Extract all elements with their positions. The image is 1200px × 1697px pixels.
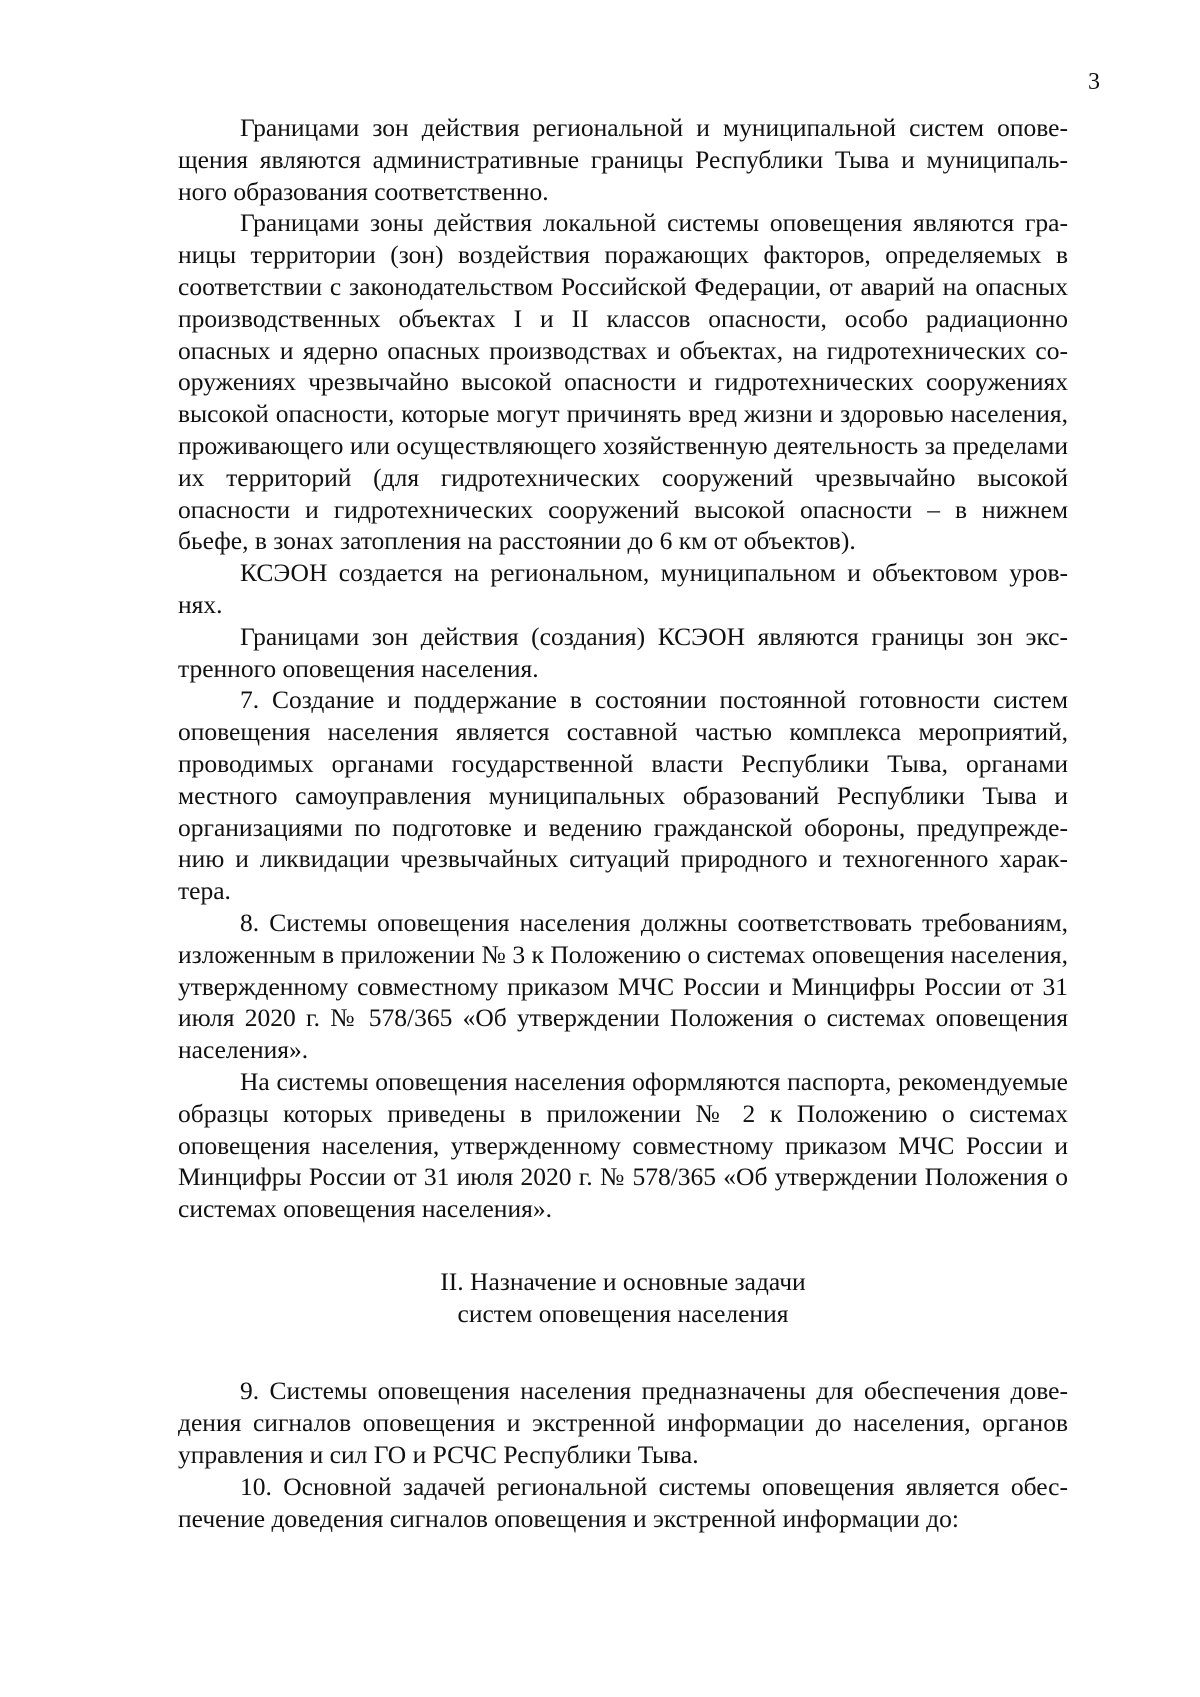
- paragraph-item-7: 7. Создание и поддержание в состоянии постоянной готовности систем оповещения населения является составной частью комплекса мероприятий, проводимых органами государственной власти Республики Тыва, органами местного самоуправления муниципальных образований Республики Тыва и организациями по подготовке и ведению гражданской обороны, предупреждению и ликвидации чрезвычайных ситуаций природного и техногенного характера.: [178, 685, 1068, 906]
- section-heading: [178, 1266, 1068, 1330]
- page-number: 3: [1088, 69, 1100, 95]
- section-heading-line-2: систем оповещения населения: [457, 1298, 789, 1328]
- paragraph-item-10: 10. Основной задачей региональной системы оповещения является обеспечение доведения сигналов оповещения и экстренной информации до:: [178, 1471, 1068, 1533]
- paragraph-zone-boundaries-regional: Границами зон действия региональной и муниципальной систем оповещения являются административные границы Республики Тыва и муниципального образования соответственно.: [178, 113, 1068, 206]
- section-heading-line-1: II. Назначение и основные задачи: [440, 1266, 806, 1296]
- paragraph-item-8: 8. Системы оповещения населения должны соответствовать требованиям, изложенным в приложении № 3 к Положению о системах оповещения населения, утвержденному совместному приказом МЧС России и Минцифры России от 31 июля 2020 г. № 578/365 «Об утверждении Положения о системах оповещения населения».: [178, 907, 1068, 1065]
- paragraph-passports: На системы оповещения населения оформляются паспорта, рекомендуемые образцы которых приведены в приложении № 2 к Положению о системах оповещения населения, утвержденному совместному приказом МЧС России и Минцифры России от 31 июля 2020 г. № 578/365 «Об утверждении Положения о системах оповещения населения».: [178, 1066, 1068, 1224]
- paragraph-zone-boundaries-local: Границами зоны действия локальной системы оповещения являются границы территории (зон) воздействия поражающих факторов, определяемых в соответствии с законодательством Российской Федерации, от аварий на опасных производственных объектах I и II классов опасности, особо радиационно опасных и ядерно опасных производствах и объектах, на гидротехнических сооружениях чрезвычайно высокой опасности и гидротехнических сооружениях высокой опасности, которые могут причинять вред жизни и здоровью населения, проживающего или осуществляющего хозяйственную деятельность за пределами их территорий (для гидротехнических сооружений чрезвычайно высокой опасности и гидротехнических сооружений высокой опасности – в нижнем бьефе, в зонах затопления на расстоянии до 6 км от объектов).: [178, 208, 1068, 556]
- paragraph-kseon-levels: КСЭОН создается на региональном, муниципальном и объектовом уровнях.: [178, 558, 1068, 619]
- paragraph-item-9: 9. Системы оповещения населения предназначены для обеспечения доведения сигналов оповещения и экстренной информации до населения, органов управления и сил ГО и РСЧС Республики Тыва.: [178, 1376, 1068, 1470]
- document-body: [178, 112, 1068, 1534]
- paragraph-kseon-boundaries: Границами зон действия (создания) КСЭОН являются границы зон экстренного оповещения населения.: [178, 621, 1068, 683]
